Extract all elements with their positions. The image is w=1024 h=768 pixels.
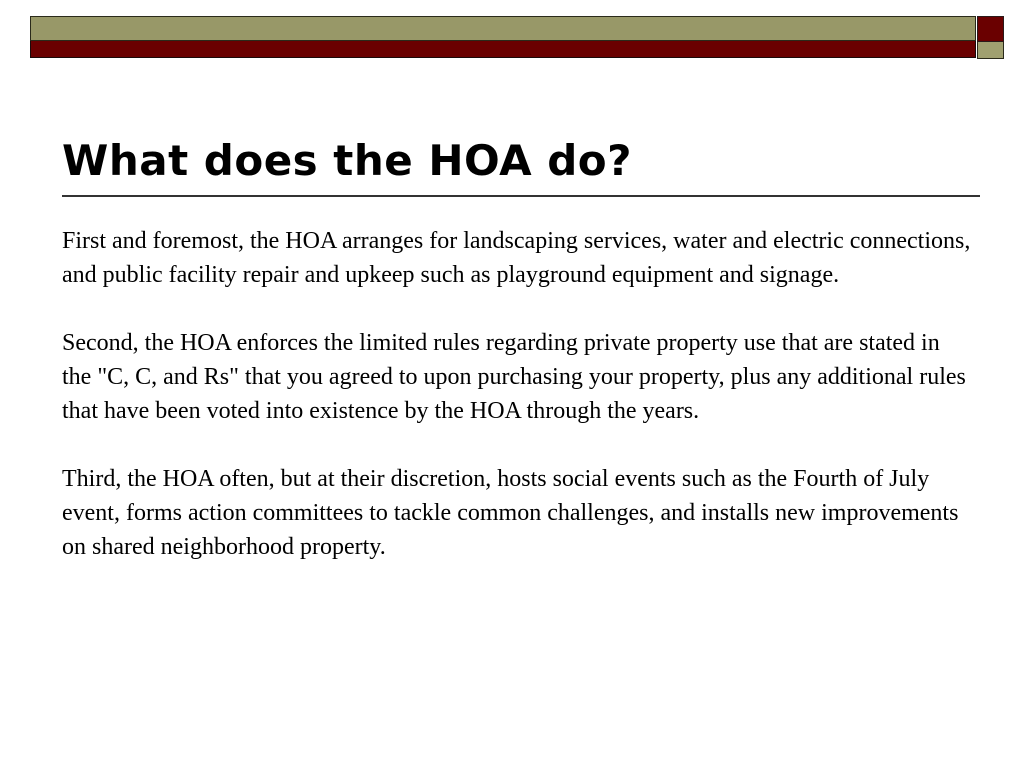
title-divider bbox=[62, 195, 980, 197]
header-corner-square-olive bbox=[977, 42, 1004, 59]
paragraph-third: Third, the HOA often, but at their discretion, hosts social events such as the Fourth of July event, forms action committees to tackle common challenges, and installs new improvements on shared neighborhood property. bbox=[62, 466, 959, 560]
paragraph-first: First and foremost, the HOA arranges for landscaping services, water and electric connections, and public facility repair and upkeep such as playground equipment and signage. bbox=[62, 228, 971, 288]
header-decoration-bar bbox=[30, 16, 1005, 59]
header-corner-square-maroon bbox=[977, 16, 1004, 42]
paragraph-second: Second, the HOA enforces the limited rules regarding private property use that are stated in the "C, C, and Rs" that you agreed to upon purchasing your property, plus any additional rules that have been voted into existence by the HOA through the years. bbox=[62, 330, 966, 424]
slide-body bbox=[62, 224, 972, 598]
header-bar-maroon-stripe bbox=[30, 41, 976, 58]
slide-title: What does the HOA do? bbox=[62, 136, 633, 185]
header-bar-olive-stripe bbox=[30, 16, 976, 41]
